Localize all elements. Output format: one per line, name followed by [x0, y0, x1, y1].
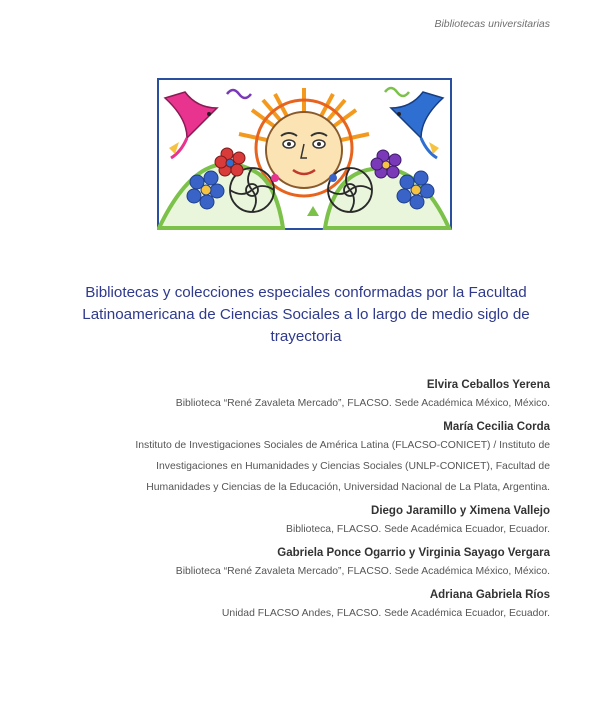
author-list	[50, 372, 550, 624]
author-affiliation: Biblioteca “René Zavaleta Mercado”, FLACSO. Sede Académica México, México.	[175, 398, 550, 409]
author-affiliation: Investigaciones en Humanidades y Ciencias Sociales (UNLP-CONICET), Facultad de	[156, 461, 550, 472]
article-title: Bibliotecas y colecciones especiales conformadas por la Facultad Latinoamericana de Ciencias Sociales a lo largo de medio siglo de trayectoria	[82, 284, 530, 345]
author-name: Adriana Gabriela Ríos	[429, 589, 550, 601]
author-name: Gabriela Ponce Ogarrio y Virginia Sayago Vergara	[277, 547, 550, 559]
author-name: Elvira Ceballos Yerena	[426, 379, 550, 391]
author-affiliation: Unidad FLACSO Andes, FLACSO. Sede Académica Ecuador, Ecuador.	[221, 608, 550, 619]
author-affiliation: Biblioteca, FLACSO. Sede Académica Ecuador, Ecuador.	[286, 524, 550, 535]
author-affiliation: Humanidades y Ciencias de la Educación, Universidad Nacional de La Plata, Argentina.	[146, 482, 550, 493]
author-affiliation: Instituto de Investigaciones Sociales de América Latina (FLACSO-CONICET) / Instituto de	[135, 440, 550, 451]
running-head: Bibliotecas universitarias	[434, 18, 550, 30]
author-affiliation: Biblioteca “René Zavaleta Mercado”, FLACSO. Sede Académica México, México.	[175, 566, 550, 577]
cover-illustration	[157, 78, 452, 230]
author-name: Diego Jaramillo y Ximena Vallejo	[371, 505, 550, 517]
author-name: María Cecilia Corda	[443, 421, 550, 433]
